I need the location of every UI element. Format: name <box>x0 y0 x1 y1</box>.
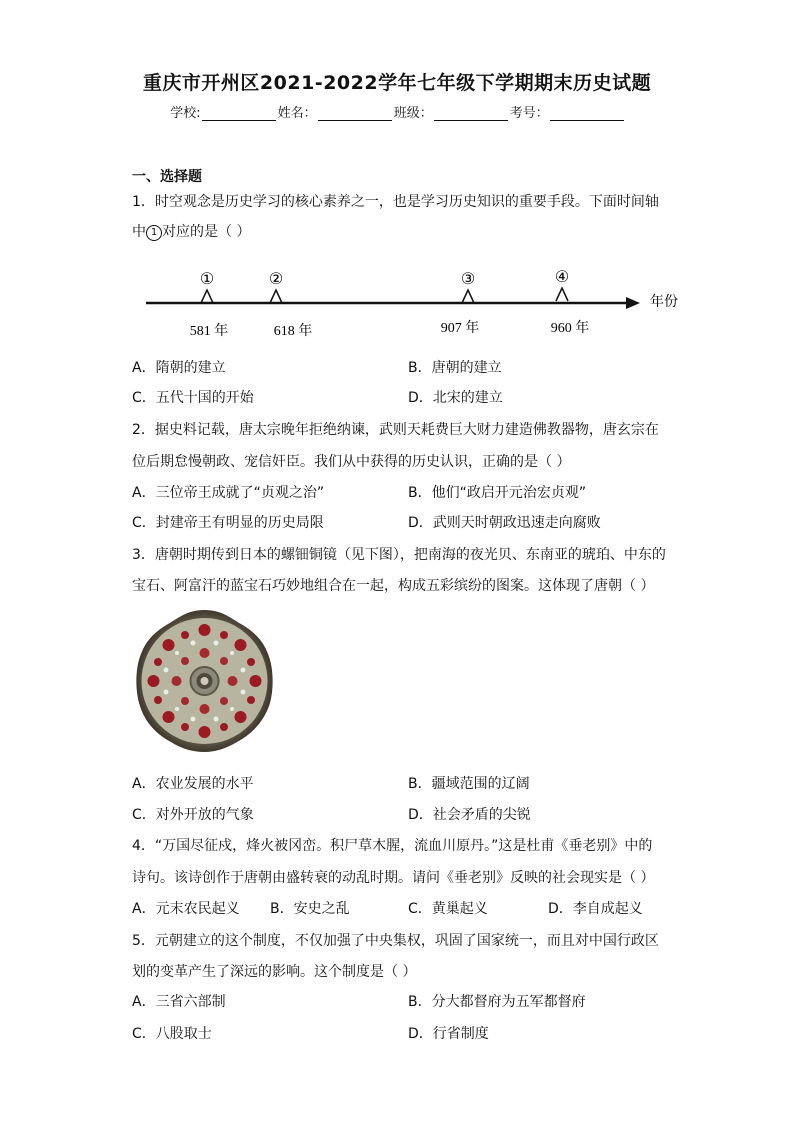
q2-option-c[interactable]: C．封建帝王有明显的历史局限 <box>132 515 324 531</box>
q4-stem-line1: 4．“万国尽征戍，烽火被冈峦。积尸草木腥，流血川原丹。”这是杜甫《垂老别》中的 <box>132 838 653 854</box>
q2-stem-line1: 2．据史料记载，唐太宗晚年拒绝纳谏，武则天耗费巨大财力建造佛教器物，唐玄宗在 <box>132 422 659 438</box>
mirror-boss-highlight <box>201 677 209 685</box>
name-label: 姓名： <box>277 106 317 121</box>
timeline-mark-1 <box>190 271 229 339</box>
q4-stem-line2: 诗句。该诗创作于唐朝由盛转衰的动乱时期。请问《垂老别》反映的社会现实是（ ） <box>132 870 655 886</box>
q4-option-b[interactable]: B．安史之乱 <box>270 901 350 917</box>
q2-option-d[interactable]: D．武则天时朝政迅速走向腐败 <box>408 515 601 531</box>
timeline-year: 581 年 <box>189 324 229 339</box>
class-blank[interactable] <box>434 106 508 121</box>
timeline-figure <box>140 262 700 342</box>
q3-stem-line2: 宝石、阿富汗的蓝宝石巧妙地组合在一起，构成五彩缤纷的图案。这体现了唐朝（ ） <box>132 578 655 594</box>
bronze-mirror-image <box>133 608 276 754</box>
q1-stem-post: 对应的是（ ） <box>162 224 251 240</box>
circled-number: 1 <box>146 225 162 241</box>
timeline-mark-label: ④ <box>554 269 570 286</box>
axis-label: 年份 <box>650 295 678 310</box>
timeline-year: 960 年 <box>550 321 590 336</box>
q1-stem-pre: 中 <box>132 224 146 240</box>
q2-stem-line2: 位后期怠慢朝政、宠信奸臣。我们从中获得的历史认识，正确的是（ ） <box>132 454 571 470</box>
q2-option-a[interactable]: A．三位帝王成就了“贞观之治” <box>132 485 325 501</box>
timeline-mark-label: ③ <box>460 271 476 288</box>
timeline-mark-2 <box>269 271 312 339</box>
student-info-row <box>0 102 794 121</box>
q5-stem-line2: 划的变革产生了深远的影响。这个制度是（ ） <box>132 964 417 980</box>
timeline-tick <box>556 288 568 301</box>
q3-option-d[interactable]: D．社会矛盾的尖锐 <box>408 807 531 823</box>
timeline-arrowhead <box>626 297 640 309</box>
number-field <box>510 102 624 121</box>
name-blank[interactable] <box>318 106 392 121</box>
q1-stem-line2 <box>132 222 250 242</box>
q3-option-c[interactable]: C．对外开放的气象 <box>132 807 254 823</box>
timeline-tick <box>270 290 282 303</box>
class-field <box>394 102 508 121</box>
q5-option-b[interactable]: B．分大都督府为五军都督府 <box>408 994 586 1010</box>
name-field <box>278 102 392 121</box>
exam-title: 重庆市开州区2021-2022学年七年级下学期期末历史试题 <box>142 72 652 94</box>
school-label: 学校: <box>170 106 201 121</box>
q3-stem-line1: 3．唐朝时期传到日本的螺钿铜镜（见下图），把南海的夜光贝、东南亚的琥珀、中东的 <box>132 547 666 563</box>
q5-option-d[interactable]: D．行省制度 <box>408 1026 489 1042</box>
q1-option-d[interactable]: D．北宋的建立 <box>408 390 503 406</box>
q1-option-a[interactable]: A．隋朝的建立 <box>132 360 226 376</box>
q4-option-a[interactable]: A．元末农民起义 <box>132 901 240 917</box>
school-blank[interactable] <box>202 106 276 121</box>
timeline-tick <box>201 290 213 303</box>
q3-option-b[interactable]: B．疆域范围的辽阔 <box>408 776 530 792</box>
q3-option-a[interactable]: A．农业发展的水平 <box>132 776 254 792</box>
number-label: 考号： <box>509 106 549 121</box>
q1-option-c[interactable]: C．五代十国的开始 <box>132 390 254 406</box>
q4-option-d[interactable]: D．李自成起义 <box>548 901 643 917</box>
q5-option-c[interactable]: C．八股取士 <box>132 1026 212 1042</box>
timeline-mark-label: ② <box>268 271 284 288</box>
q2-option-b[interactable]: B．他们“政启开元治宏贞观” <box>408 485 587 501</box>
number-blank[interactable] <box>550 106 624 121</box>
timeline-year: 907 年 <box>440 321 480 336</box>
q1-stem-line1: 1．时空观念是历史学习的核心素养之一，也是学习历史知识的重要手段。下面时间轴 <box>132 194 659 210</box>
q5-stem-line1: 5．元朝建立的这个制度，不仅加强了中央集权，巩固了国家统一，而且对中国行政区 <box>132 933 659 949</box>
class-label: 班级： <box>393 106 433 121</box>
q1-option-b[interactable]: B．唐朝的建立 <box>408 360 502 376</box>
q5-option-a[interactable]: A．三省六部制 <box>132 994 226 1010</box>
timeline-mark-label: ① <box>199 271 215 288</box>
q4-option-c[interactable]: C．黄巢起义 <box>408 901 488 917</box>
timeline-year: 618 年 <box>273 324 313 339</box>
timeline-tick <box>462 290 474 303</box>
school-field <box>170 102 275 121</box>
section-heading: 一、选择题 <box>132 169 202 185</box>
